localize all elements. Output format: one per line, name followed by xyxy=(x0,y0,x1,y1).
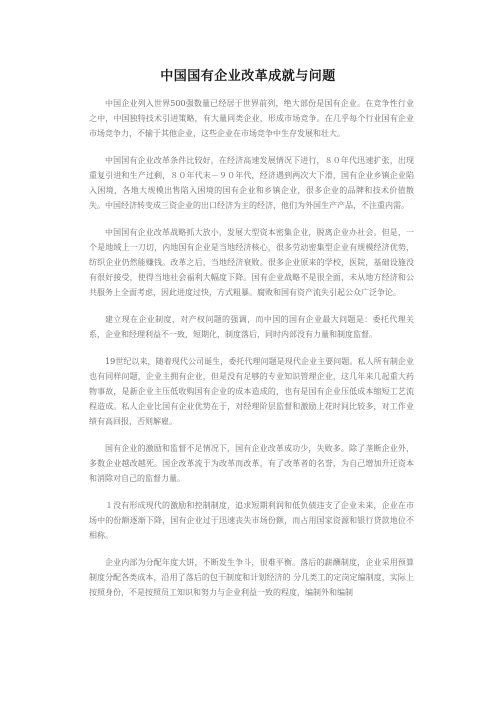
paragraph: 中国企业列入世界500强数量已经居于世界前列，绝大部份是国有企业。在竞争性行业之中，中国独特技术引进策略，有大量同类企业，形成市场竞争。在几乎每个行业国有企业市场竞争力，不输于其他企业，这些企业在市场竞争中生存发展和壮大。 xyxy=(89,99,414,138)
paragraph: 建立现在企业制度，对产权问题的强调，而中国的国有企业最大问题是：委托代理关系，企业和经理利益不一致，短期化，制度落后，同时内部没有力量和制度监督。 xyxy=(89,315,414,339)
paragraph: 中国国有企业改革战略抓大放小，发展大型资本密集企业，脱离企业办社会。但是，一个是地域上一刀切，内地国有企业是当地经济核心，很多劳动密集型企业有规模经济优势，纺织企业仍然能赚钱。改革之后，当地经济衰败。很多企业原来的学校，医院，基础设施没有很好接受，使得当地社会福利大幅度下降。国有企业战略不是很全面，未从地方经济和公共服务上全面考虑，因此进度过快，方式粗暴。腐败和国有资产流失引起公众广泛争论。 xyxy=(89,228,414,297)
document-title: 中国国有企业改革成就与问题 xyxy=(160,69,336,84)
paragraph: 企业内部为分配年度大饼，不断发生争斗，很难平衡。落后的薪酬制度，企业采用预算制度分配各类成本，沿用了落后的包干制度和计划经济的 分几类工的定岗定编制度，实际上按照身份，不是按照员工知识和努力与企业利益一致的程度，编制外和编制 xyxy=(89,558,414,597)
paragraph: １没有形成现代的激励和控制制度，追求短期利润和低负债违支了企业未来，企业在市场中的份额逐渐下降，国有企业过于迅速丧失市场份额，而占用国家资源和银行贷款地位不相称。 xyxy=(89,501,414,540)
document-body xyxy=(89,96,414,612)
paragraph: 国有企业的激励和监督不足情况下，国有企业改革成功少，失败多。除了垄断企业外，多数企业越改越死。国企改革流于为改革而改革，有了改革者的名誉，为自己增加升迁资本和消除对自己的监督力量。 xyxy=(89,444,414,483)
paragraph: 19世纪以来，随着现代公司诞生，委托代理问题是现代企业主要问题。私人所有制企业也有同样问题，企业主拥有企业，但是没有足够的专业知识管理企业，这几年来几起重大药物事故，是新企业主压低收购国有企业的成本造成的，也有是国有企业压低成本缩短工艺流程造成。私人企业比国有企业优势在于，对经理阶层监督和激励上花时间比较多，对工作业绩有高回报，否则解雇。 xyxy=(89,357,414,426)
paragraph: 中国国有企业改革条件比较好，在经济高速发展情况下进行，８０年代迅速扩张，出现重复引进和生产过剩，８０年代末－９０年代，经济遇到两次大下滑，国有企业乡镇企业陷入困境，各地大规模出售陷入困境的国有企业和乡镇企业，很多企业的品牌和技术价值散失。中国经济转变成三资企业的出口经济为主的经济，他们为外国生产产品，不注重内需。 xyxy=(89,156,414,210)
